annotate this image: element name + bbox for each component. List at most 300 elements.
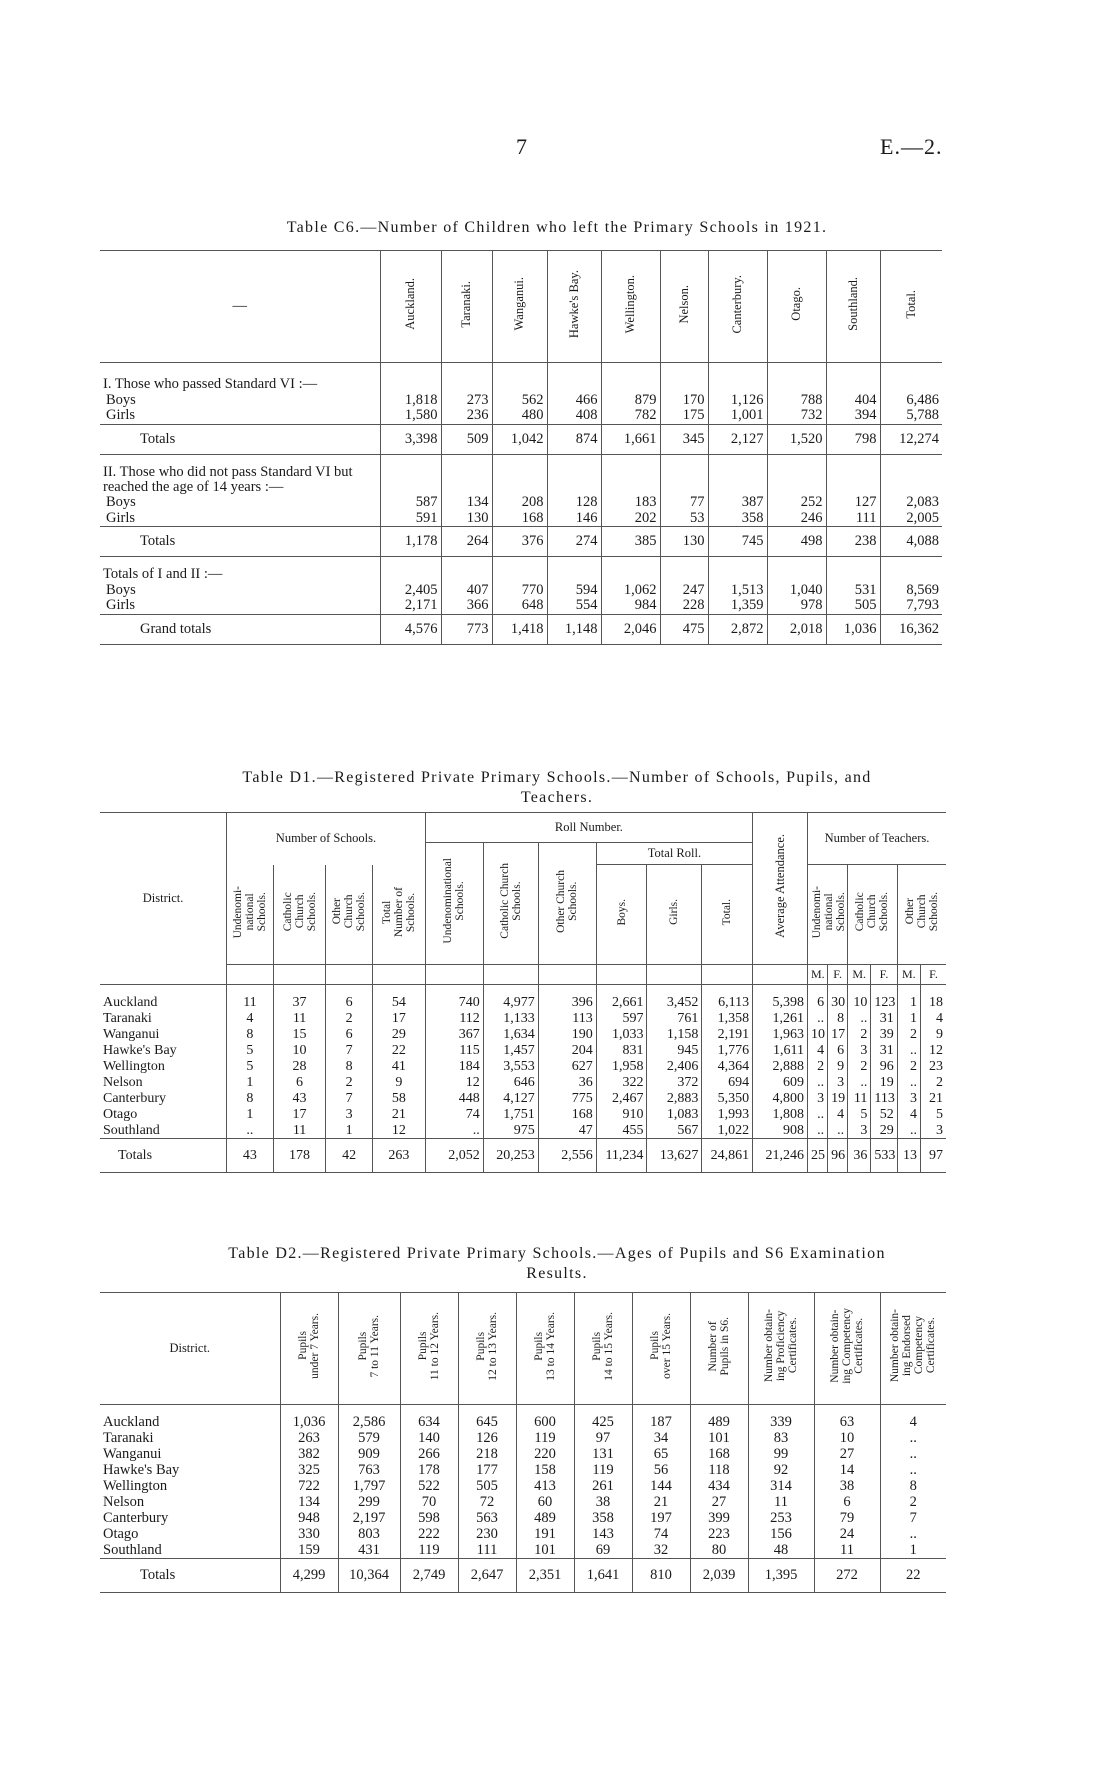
table-cell: 1,083 (647, 1107, 702, 1123)
table-cell: 253 (748, 1511, 814, 1527)
table-cell: 562 (492, 392, 547, 408)
table-cell: 80 (690, 1543, 748, 1559)
teach-other-header: Other Church Schools. (903, 892, 940, 932)
spacer-cell (880, 557, 942, 583)
row-label (100, 511, 380, 527)
table-cell: 4 (828, 1107, 848, 1123)
table-cell: 143 (574, 1527, 632, 1543)
spacer-cell (660, 363, 708, 393)
totals-label: Totals (100, 424, 380, 454)
spacer-cell (897, 985, 920, 995)
table-cell: 99 (748, 1447, 814, 1463)
table-d1-header-row1 (100, 813, 946, 843)
table-cell: 598 (400, 1511, 458, 1527)
average-attendance-header: Average Attendance. (753, 813, 808, 965)
spacer-cell (708, 363, 767, 393)
spacer-cell (660, 557, 708, 583)
total-roll-header: Total Roll. (596, 843, 752, 865)
totals-cell: 264 (441, 527, 492, 557)
totals-cell: 130 (660, 527, 708, 557)
table-cell: 2,556 (538, 1139, 596, 1173)
table-cell: 12 (425, 1075, 483, 1091)
table-cell: 38 (574, 1495, 632, 1511)
spacer-cell (538, 965, 596, 985)
teach-catholic-header: Catholic Church Schools. (848, 865, 898, 965)
spacer-cell (273, 985, 326, 995)
table-d1-caption-line2: Teachers. (520, 789, 594, 806)
ns-catholic-header: Catholic Church Schools. (273, 865, 326, 965)
spacer-cell (372, 985, 425, 995)
table-cell: 23 (929, 1059, 943, 1074)
table-cell: 47 (538, 1123, 596, 1139)
col-header: Nelson. (660, 251, 708, 363)
table-cell: .. (227, 1123, 273, 1139)
table-cell: 131 (574, 1447, 632, 1463)
spacer-cell (601, 363, 660, 393)
col-header: Pupils 11 to 12 Years. (400, 1293, 458, 1405)
table-cell: 5,350 (702, 1091, 753, 1107)
row-label-text: Girls (106, 407, 135, 424)
table-cell: 69 (574, 1543, 632, 1559)
table-cell: 97 (920, 1139, 946, 1173)
table-cell: 6 (808, 995, 828, 1011)
table-cell: 4,800 (753, 1091, 808, 1107)
spacer-cell (547, 363, 601, 393)
district-label: Hawke's Bay (100, 1043, 227, 1059)
table-cell: 58 (372, 1091, 425, 1107)
spacer-cell (826, 363, 880, 393)
spacer-cell (380, 363, 441, 393)
table-cell: 4,977 (483, 995, 538, 1011)
spacer-cell (647, 985, 702, 995)
table-cell: 803 (338, 1527, 400, 1543)
table-cell: 1,358 (702, 1011, 753, 1027)
table-cell: 36 (538, 1075, 596, 1091)
spacer-cell (848, 985, 871, 995)
table-cell: 21 (372, 1107, 425, 1123)
table-cell: 1,062 (601, 582, 660, 598)
table-cell: 358 (708, 511, 767, 527)
table-cell: 4,364 (702, 1059, 753, 1075)
table-cell: 17 (372, 1011, 425, 1027)
table-cell: 408 (547, 408, 601, 424)
table-cell: 722 (280, 1479, 338, 1495)
table-cell: 96 (828, 1139, 848, 1173)
table-cell: 1,958 (596, 1059, 647, 1075)
totals-cell: 3,398 (380, 424, 441, 454)
table-cell: 119 (574, 1463, 632, 1479)
table-d1-caption-line1: Table D1.—Registered Private Primary Schools.—Number of Schools, Pupils, and (242, 769, 872, 786)
table-cell: 11 (273, 1011, 326, 1027)
table-cell: 908 (753, 1123, 808, 1139)
table-cell: 60 (516, 1495, 574, 1511)
table-cell: 168 (690, 1447, 748, 1463)
table-cell: 25 (808, 1139, 828, 1173)
spacer-cell (708, 454, 767, 495)
spacer-cell (574, 1405, 632, 1415)
table-d1-caption (0, 768, 1114, 808)
spacer-cell (871, 985, 897, 995)
table-cell: 505 (458, 1479, 516, 1495)
table-cell: 831 (596, 1043, 647, 1059)
table-cell: 197 (632, 1511, 690, 1527)
table-cell: 10 (814, 1431, 880, 1447)
spacer-cell (425, 965, 483, 985)
mf-header: M. (808, 965, 828, 985)
col-header: Canterbury. (708, 251, 767, 363)
table-cell: 272 (814, 1559, 880, 1593)
table-cell: 1,641 (574, 1559, 632, 1593)
table-cell: 1,776 (702, 1043, 753, 1059)
table-cell: 1,513 (708, 582, 767, 598)
spacer-cell (808, 985, 828, 995)
table-cell: 646 (483, 1075, 538, 1091)
totals-cell: 475 (660, 614, 708, 644)
table-cell: 533 (871, 1139, 897, 1173)
table-cell: 11,234 (596, 1139, 647, 1173)
table-cell: 218 (458, 1447, 516, 1463)
table-cell: 6 (326, 1027, 372, 1043)
table-cell: 6 (828, 1043, 848, 1059)
col-header: Pupils 7 to 11 Years. (338, 1293, 400, 1405)
table-row (100, 1431, 946, 1447)
table-cell: 978 (767, 598, 826, 614)
table-cell: 101 (690, 1431, 748, 1447)
table-cell: 1 (326, 1123, 372, 1139)
spacer-cell (690, 1405, 748, 1415)
col-header: Auckland. (380, 251, 441, 363)
totals-cell: 1,036 (826, 614, 880, 644)
table-cell: 63 (814, 1415, 880, 1431)
table-row (100, 1447, 946, 1463)
table-cell: 53 (660, 511, 708, 527)
spacer-cell (702, 985, 753, 995)
table-cell: 1,818 (380, 392, 441, 408)
table-cell: 273 (441, 392, 492, 408)
table-cell: 30 (828, 995, 848, 1011)
table-cell: 220 (516, 1447, 574, 1463)
table-cell: .. (909, 1430, 917, 1446)
section-title: II. Those who did not pass Standard VI but reached the age of 14 years :— (100, 454, 380, 495)
table-cell: 191 (516, 1527, 574, 1543)
table-row (100, 1043, 946, 1059)
totals-label: Totals (100, 527, 380, 557)
spacer-cell (441, 454, 492, 495)
spacer-cell (826, 557, 880, 583)
table-row (100, 995, 946, 1011)
table-cell: 448 (425, 1091, 483, 1107)
table-cell: 732 (767, 408, 826, 424)
table-cell: 5 (227, 1059, 273, 1075)
table-cell: 96 (871, 1059, 897, 1075)
table-cell: 591 (380, 511, 441, 527)
table-row (100, 1107, 946, 1123)
table-cell: 299 (338, 1495, 400, 1511)
district-label: Taranaki (100, 1011, 227, 1027)
table-cell: 367 (425, 1027, 483, 1043)
table-d2-caption-line1: Table D2.—Registered Private Primary Schools.—Ages of Pupils and S6 Examination (228, 1245, 886, 1262)
spacer-cell (538, 985, 596, 995)
table-cell: 609 (753, 1075, 808, 1091)
district-label: Wellington (100, 1479, 280, 1495)
table-row (100, 1511, 946, 1527)
district-label: Otago (100, 1107, 227, 1123)
table-cell: 134 (441, 495, 492, 511)
table-cell: 175 (660, 408, 708, 424)
table-cell: 29 (871, 1123, 897, 1139)
table-cell: 5,788 (906, 407, 939, 424)
table-cell: 489 (690, 1415, 748, 1431)
table-cell: 1,611 (753, 1043, 808, 1059)
table-cell: 11 (273, 1123, 326, 1139)
table-cell: 7,793 (906, 597, 939, 614)
table-cell: 1,808 (753, 1107, 808, 1123)
table-cell: 2,191 (702, 1027, 753, 1043)
spacer-cell (227, 965, 273, 985)
col-header: Number of Pupils in S6. (690, 1293, 748, 1405)
table-row (100, 408, 942, 424)
col-header: Wellington. (601, 251, 660, 363)
table-cell: 1,022 (702, 1123, 753, 1139)
table-cell: 782 (601, 408, 660, 424)
table-cell: 1,580 (380, 408, 441, 424)
mf-header: M. (848, 965, 871, 985)
table-cell: 3 (936, 1122, 943, 1138)
table-row (100, 1463, 946, 1479)
table-cell: 190 (538, 1027, 596, 1043)
table-cell: 178 (273, 1139, 326, 1173)
district-header: District. (100, 1293, 280, 1405)
table-row (100, 495, 942, 511)
table-cell: 113 (871, 1091, 897, 1107)
table-cell: 15 (273, 1027, 326, 1043)
spacer-row (100, 1405, 946, 1415)
table-cell: 2,197 (338, 1511, 400, 1527)
table-cell: 563 (458, 1511, 516, 1527)
table-cell: 3 (848, 1043, 871, 1059)
table-cell: 372 (647, 1075, 702, 1091)
table-cell: 1,036 (280, 1415, 338, 1431)
table-cell: 177 (458, 1463, 516, 1479)
table-cell: 204 (538, 1043, 596, 1059)
table-cell: 1 (909, 1541, 917, 1558)
table-cell: .. (848, 1011, 871, 1027)
col-header: Pupils over 15 Years. (632, 1293, 690, 1405)
ns-total-header: Total Number of Schools. (372, 865, 425, 965)
totals-cell: 874 (547, 424, 601, 454)
col-header: Southland. (826, 251, 880, 363)
spacer-cell (492, 363, 547, 393)
table-cell: 480 (492, 408, 547, 424)
table-cell: 10 (848, 995, 871, 1011)
page-reference: E.—2. (880, 134, 943, 159)
spacer-cell (516, 1405, 574, 1415)
table-cell: 7 (326, 1043, 372, 1059)
col-header: Taranaki. (441, 251, 492, 363)
table-cell: 2,883 (647, 1091, 702, 1107)
spacer-cell (227, 985, 273, 995)
district-label: Wanganui (100, 1027, 227, 1043)
table-cell: 339 (748, 1415, 814, 1431)
table-cell: 2 (897, 1059, 920, 1075)
table-cell: 6 (814, 1495, 880, 1511)
table-cell: 111 (458, 1543, 516, 1559)
spacer-cell (880, 1405, 946, 1415)
table-cell: 7 (326, 1091, 372, 1107)
table-cell: 34 (632, 1431, 690, 1447)
table-cell: 1 (897, 1011, 920, 1027)
table-row (100, 1027, 946, 1043)
spacer-cell (702, 965, 753, 985)
table-cell: 52 (871, 1107, 897, 1123)
table-cell: 2 (808, 1059, 828, 1075)
col-header: Pupils under 7 Years. (280, 1293, 338, 1405)
table-cell: 399 (690, 1511, 748, 1527)
table-cell: 387 (708, 495, 767, 511)
table-cell: 156 (748, 1527, 814, 1543)
table-cell: 325 (280, 1463, 338, 1479)
table-cell: 330 (280, 1527, 338, 1543)
table-cell: 263 (280, 1431, 338, 1447)
table-cell: 879 (601, 392, 660, 408)
district-label: Wanganui (100, 1447, 280, 1463)
table-cell: 404 (826, 392, 880, 408)
district-label: Taranaki (100, 1431, 280, 1447)
district-label: Auckland (100, 1415, 280, 1431)
table-cell: 4 (936, 1011, 943, 1026)
district-label: Totals (100, 1139, 227, 1173)
table-cell: 382 (280, 1447, 338, 1463)
roll-catholic-header: Catholic Church Schools. (483, 843, 538, 965)
totals-cell: 1,418 (492, 614, 547, 644)
table-cell: 522 (400, 1479, 458, 1495)
district-label: Otago (100, 1527, 280, 1543)
totals-cell: 2,018 (767, 614, 826, 644)
table-cell: 9 (936, 1027, 943, 1042)
table-cell: 74 (632, 1527, 690, 1543)
col-header: Number obtain- ing Competency Certificates. (814, 1293, 880, 1405)
table-cell: 3 (897, 1091, 920, 1107)
table-row (100, 1415, 946, 1431)
table-cell: 1,993 (702, 1107, 753, 1123)
number-of-teachers-header: Number of Teachers. (808, 813, 947, 865)
spacer-cell (826, 454, 880, 495)
table-cell: 56 (632, 1463, 690, 1479)
table-cell: 127 (826, 495, 880, 511)
table-cell: 17 (273, 1107, 326, 1123)
district-label: Hawke's Bay (100, 1463, 280, 1479)
table-cell: 12 (929, 1043, 943, 1058)
table-cell: 31 (871, 1043, 897, 1059)
table-cell: 208 (492, 495, 547, 511)
table-row (100, 511, 942, 527)
table-cell: 65 (632, 1447, 690, 1463)
table-cell: .. (897, 1075, 920, 1091)
mf-header: F. (828, 965, 848, 985)
spacer-cell (708, 557, 767, 583)
totals-row (100, 1139, 946, 1173)
table-cell: 252 (767, 495, 826, 511)
table-cell: 158 (516, 1463, 574, 1479)
table-row (100, 1123, 946, 1139)
table-c6-corner: — (100, 251, 380, 363)
totals-cell: 12,274 (880, 424, 942, 454)
table-cell: 72 (458, 1495, 516, 1511)
spacer-cell (767, 557, 826, 583)
spacer-cell (814, 1405, 880, 1415)
table-cell: 202 (601, 511, 660, 527)
col-header: Number obtain- ing Proficiency Certificates. (748, 1293, 814, 1405)
table-cell: 4 (808, 1043, 828, 1059)
table-cell: 113 (538, 1011, 596, 1027)
spacer-cell (828, 985, 848, 995)
table-cell: 1,751 (483, 1107, 538, 1123)
table-cell: 27 (814, 1447, 880, 1463)
table-cell: 1,359 (708, 598, 767, 614)
spacer-cell (920, 985, 946, 995)
table-cell: 119 (400, 1543, 458, 1559)
spacer-cell (483, 985, 538, 995)
totals-cell: 1,178 (380, 527, 441, 557)
district-header: District. (100, 813, 227, 985)
table-cell: 434 (690, 1479, 748, 1495)
table-cell: 187 (632, 1415, 690, 1431)
table-cell: 19 (871, 1075, 897, 1091)
table-cell: 2,405 (380, 582, 441, 598)
totals-label: Grand totals (100, 614, 380, 644)
spacer-cell (601, 557, 660, 583)
section-title-row (100, 454, 942, 495)
table-cell: 8 (909, 1478, 917, 1494)
table-cell: 531 (826, 582, 880, 598)
table-cell: 505 (826, 598, 880, 614)
spacer-cell (647, 965, 702, 985)
table-cell: 314 (748, 1479, 814, 1495)
table-cell: 118 (690, 1463, 748, 1479)
col-header: Pupils 14 to 15 Years. (574, 1293, 632, 1405)
spacer-cell (753, 985, 808, 995)
table-cell: 14 (814, 1463, 880, 1479)
table-cell: .. (828, 1123, 848, 1139)
table-cell: 27 (690, 1495, 748, 1511)
mf-header: F. (871, 965, 897, 985)
tr-total-header: Total. (702, 865, 753, 965)
roll-other-header: Other Church Schools. (538, 843, 596, 965)
table-cell: 168 (492, 511, 547, 527)
spacer-cell (492, 557, 547, 583)
totals-cell: 1,520 (767, 424, 826, 454)
totals-cell: 4,088 (880, 527, 942, 557)
table-cell: 5 (936, 1107, 943, 1122)
totals-cell: 4,576 (380, 614, 441, 644)
table-cell: 366 (441, 598, 492, 614)
table-cell: 111 (826, 511, 880, 527)
district-label: Nelson (100, 1495, 280, 1511)
row-label (100, 495, 380, 511)
table-cell: 24,861 (702, 1139, 753, 1173)
table-cell: 97 (574, 1431, 632, 1447)
table-d2-caption (0, 1244, 1114, 1284)
table-cell: .. (808, 1107, 828, 1123)
table-cell: 9 (828, 1059, 848, 1075)
table-cell: 7 (909, 1510, 917, 1526)
table-cell: 13 (897, 1139, 920, 1173)
district-label: Southland (100, 1543, 280, 1559)
spacer-cell (425, 985, 483, 995)
spacer-cell (547, 454, 601, 495)
spacer-cell (632, 1405, 690, 1415)
table-cell: 146 (547, 511, 601, 527)
